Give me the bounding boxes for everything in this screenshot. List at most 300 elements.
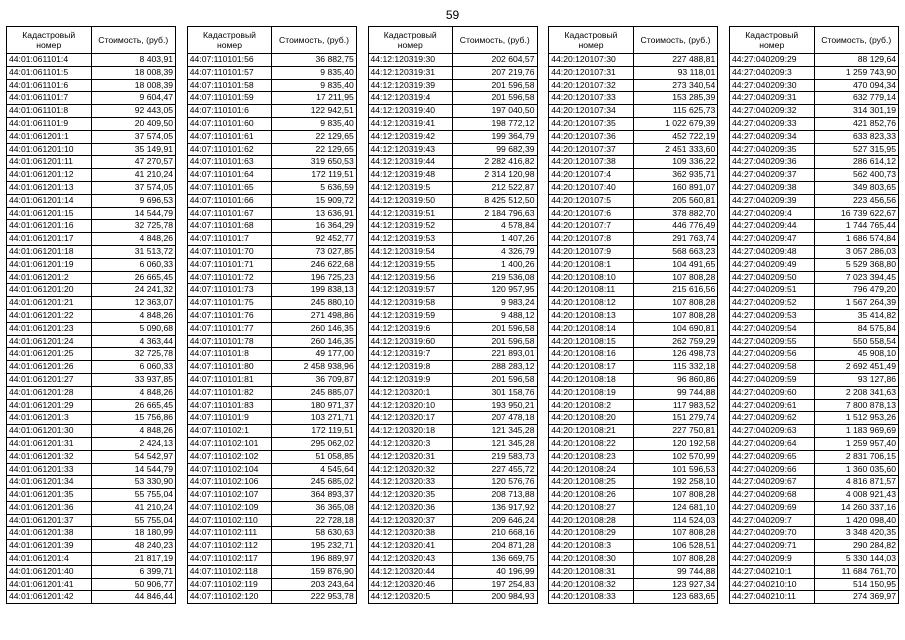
cost-cell: 54 542,97 (91, 450, 176, 463)
cadastral-number-cell: 44:12:120320:33 (368, 476, 453, 489)
cadastral-number-cell: 44:12:120319:8 (368, 361, 453, 374)
cost-cell: 120 576,76 (453, 476, 538, 489)
cost-cell: 93 118,01 (633, 66, 718, 79)
cadastral-number-cell: 44:12:120319:51 (368, 207, 453, 220)
cost-cell: 195 232,71 (272, 540, 357, 553)
table-row (730, 156, 899, 169)
cost-cell: 120 957,95 (453, 284, 538, 297)
cost-cell: 197 254,83 (453, 578, 538, 591)
cadastral-number-cell: 44:27:040209:66 (730, 463, 815, 476)
cost-cell: 421 852,76 (814, 117, 899, 130)
header-cadastral-number: Кадастровый номер (730, 27, 815, 54)
table-row (187, 553, 356, 566)
cadastral-number-cell: 44:27:040209:7 (730, 514, 815, 527)
cost-cell: 104 491,65 (633, 258, 718, 271)
table-row (368, 527, 537, 540)
cadastral-number-cell: 44:20:120108:19 (549, 386, 634, 399)
cadastral-number-cell: 44:01:061201:36 (7, 501, 92, 514)
table-row (549, 117, 718, 130)
cadastral-number-cell: 44:27:040209:32 (730, 105, 815, 118)
cadastral-number-cell: 44:27:040209:71 (730, 540, 815, 553)
table-row (7, 284, 176, 297)
table-row (368, 348, 537, 361)
table-row (7, 578, 176, 591)
cost-cell: 227 488,81 (633, 54, 718, 67)
cost-cell: 36 882,75 (272, 54, 357, 67)
table-row (730, 361, 899, 374)
cadastral-number-cell: 44:27:040209:65 (730, 450, 815, 463)
cadastral-number-cell: 44:07:110101:82 (187, 386, 272, 399)
cost-cell: 1 022 679,39 (633, 117, 718, 130)
cadastral-number-cell: 44:01:061201:13 (7, 181, 92, 194)
cost-cell: 107 808,28 (633, 297, 718, 310)
cadastral-number-cell: 44:27:040209:64 (730, 437, 815, 450)
cost-cell: 3 057 286,03 (814, 245, 899, 258)
cost-cell: 201 596,58 (453, 335, 538, 348)
cost-cell: 5 636,59 (272, 181, 357, 194)
cadastral-number-cell: 44:27:040209:63 (730, 425, 815, 438)
cost-cell: 36 709,87 (272, 373, 357, 386)
table-row (187, 258, 356, 271)
table-row (549, 233, 718, 246)
table-row (549, 412, 718, 425)
cadastral-number-cell: 44:12:120320:3 (368, 437, 453, 450)
cost-cell: 12 363,07 (91, 297, 176, 310)
table-row (368, 220, 537, 233)
cadastral-number-cell: 44:01:061201:26 (7, 361, 92, 374)
cadastral-number-cell: 44:20:120108:30 (549, 553, 634, 566)
cadastral-number-cell: 44:07:110101:70 (187, 245, 272, 258)
cost-cell: 123 683,65 (633, 591, 718, 604)
table-row (368, 271, 537, 284)
table-row (549, 220, 718, 233)
cadastral-number-cell: 44:01:061201:35 (7, 489, 92, 502)
cost-cell: 41 210,24 (91, 501, 176, 514)
cost-cell: 245 885,07 (272, 386, 357, 399)
table-row (187, 309, 356, 322)
table-row (549, 156, 718, 169)
cadastral-number-cell: 44:12:120320:18 (368, 425, 453, 438)
cadastral-number-cell: 44:07:110101:64 (187, 169, 272, 182)
cadastral-number-cell: 44:12:120320:31 (368, 450, 453, 463)
table-row (187, 92, 356, 105)
table-row (7, 117, 176, 130)
cadastral-number-cell: 44:12:120319:52 (368, 220, 453, 233)
table-row (368, 92, 537, 105)
table-row (187, 117, 356, 130)
cadastral-number-cell: 44:12:120320:37 (368, 514, 453, 527)
cost-cell: 262 759,29 (633, 335, 718, 348)
table-row (187, 578, 356, 591)
cost-cell: 4 848,26 (91, 386, 176, 399)
table-row (7, 425, 176, 438)
cost-cell: 632 779,14 (814, 92, 899, 105)
cost-cell: 47 270,57 (91, 156, 176, 169)
cadastral-number-cell: 44:20:120107:35 (549, 117, 634, 130)
table-row (730, 169, 899, 182)
cost-cell: 3 348 420,35 (814, 527, 899, 540)
cost-cell: 16 364,29 (272, 220, 357, 233)
cadastral-table-4 (548, 26, 718, 604)
cost-cell: 48 240,23 (91, 540, 176, 553)
cost-cell: 31 513,72 (91, 245, 176, 258)
table-row (187, 361, 356, 374)
cadastral-number-cell: 44:12:120320:44 (368, 565, 453, 578)
cost-cell: 514 150,95 (814, 578, 899, 591)
cost-cell: 172 119,51 (272, 169, 357, 182)
cost-cell: 273 340,54 (633, 79, 718, 92)
cost-cell: 4 326,79 (453, 245, 538, 258)
table-row (368, 591, 537, 604)
cadastral-number-cell: 44:07:110102:109 (187, 501, 272, 514)
cost-cell: 568 663,23 (633, 245, 718, 258)
cadastral-number-cell: 44:01:061201:33 (7, 463, 92, 476)
cost-cell: 6 060,33 (91, 258, 176, 271)
cadastral-number-cell: 44:27:040209:30 (730, 79, 815, 92)
cost-cell: 22 129,65 (272, 130, 357, 143)
cost-cell: 796 479,20 (814, 284, 899, 297)
cadastral-number-cell: 44:27:040209:53 (730, 309, 815, 322)
cadastral-number-cell: 44:01:061201:38 (7, 527, 92, 540)
cost-cell: 44 846,44 (91, 591, 176, 604)
cost-cell: 1 259 957,40 (814, 437, 899, 450)
cadastral-number-cell: 44:01:061201:3 (7, 412, 92, 425)
cost-cell: 14 544,79 (91, 463, 176, 476)
cost-cell: 5 529 368,80 (814, 258, 899, 271)
table-row (549, 258, 718, 271)
cost-cell: 199 364,79 (453, 130, 538, 143)
cost-cell: 203 243,64 (272, 578, 357, 591)
cadastral-number-cell: 44:12:120320:32 (368, 463, 453, 476)
cadastral-number-cell: 44:20:120107:6 (549, 207, 634, 220)
cost-cell: 32 725,78 (91, 348, 176, 361)
table-row (549, 591, 718, 604)
cost-cell: 172 119,51 (272, 425, 357, 438)
cost-cell: 37 574,05 (91, 130, 176, 143)
cadastral-number-cell: 44:27:040209:3 (730, 66, 815, 79)
cost-cell: 209 646,24 (453, 514, 538, 527)
cadastral-number-cell: 44:27:040209:39 (730, 194, 815, 207)
table-row (187, 489, 356, 502)
cadastral-number-cell: 44:01:061201:18 (7, 245, 92, 258)
cadastral-number-cell: 44:12:120319:41 (368, 117, 453, 130)
cost-cell: 151 279,74 (633, 412, 718, 425)
table-row (368, 233, 537, 246)
cadastral-number-cell: 44:01:061201:19 (7, 258, 92, 271)
header-cost: Стоимость, (руб.) (272, 27, 357, 54)
table-row (187, 194, 356, 207)
cost-cell: 102 570,99 (633, 450, 718, 463)
cadastral-number-cell: 44:27:040209:51 (730, 284, 815, 297)
cadastral-number-cell: 44:27:040209:70 (730, 527, 815, 540)
cadastral-number-cell: 44:27:040209:9 (730, 553, 815, 566)
table-row (730, 181, 899, 194)
cadastral-number-cell: 44:07:110101:76 (187, 309, 272, 322)
table-row (187, 54, 356, 67)
cost-cell: 5 090,68 (91, 322, 176, 335)
table-row (187, 386, 356, 399)
cost-cell: 92 443,05 (91, 105, 176, 118)
table-row (187, 143, 356, 156)
header-cost: Стоимость, (руб.) (814, 27, 899, 54)
cadastral-number-cell: 44:20:120108:20 (549, 412, 634, 425)
cost-cell: 1 420 098,40 (814, 514, 899, 527)
cost-cell: 2 458 938,96 (272, 361, 357, 374)
cadastral-number-cell: 44:12:120319:55 (368, 258, 453, 271)
table-row (549, 463, 718, 476)
cost-cell: 260 146,35 (272, 335, 357, 348)
cadastral-number-cell: 44:01:061201:28 (7, 386, 92, 399)
cost-cell: 4 848,26 (91, 233, 176, 246)
cadastral-number-cell: 44:20:120107:33 (549, 92, 634, 105)
table-header-row (368, 27, 537, 54)
cadastral-number-cell: 44:07:110101:73 (187, 284, 272, 297)
table-row (549, 130, 718, 143)
table-row (187, 476, 356, 489)
table-row (7, 79, 176, 92)
cadastral-number-cell: 44:12:120319:44 (368, 156, 453, 169)
table-row (549, 169, 718, 182)
cadastral-number-cell: 44:07:110101:81 (187, 373, 272, 386)
cost-cell: 159 876,90 (272, 565, 357, 578)
cadastral-number-cell: 44:07:110101:67 (187, 207, 272, 220)
cadastral-number-cell: 44:07:110102:110 (187, 514, 272, 527)
cost-cell: 2 692 451,49 (814, 361, 899, 374)
cadastral-number-cell: 44:01:061201:2 (7, 271, 92, 284)
cadastral-number-cell: 44:07:110101:61 (187, 130, 272, 143)
cost-cell: 120 192,58 (633, 437, 718, 450)
cost-cell: 208 713,88 (453, 489, 538, 502)
cadastral-number-cell: 44:20:120108:13 (549, 309, 634, 322)
cost-cell: 121 345,28 (453, 437, 538, 450)
cadastral-number-cell: 44:12:120319:43 (368, 143, 453, 156)
table-row (187, 156, 356, 169)
cost-cell: 5 330 144,03 (814, 553, 899, 566)
cadastral-number-cell: 44:27:040210:10 (730, 578, 815, 591)
cadastral-number-cell: 44:20:120107:9 (549, 245, 634, 258)
cadastral-number-cell: 44:20:120108:25 (549, 476, 634, 489)
cadastral-number-cell: 44:12:120320:10 (368, 399, 453, 412)
cadastral-number-cell: 44:12:120319:58 (368, 297, 453, 310)
table-row (730, 245, 899, 258)
table-row (549, 386, 718, 399)
cost-cell: 51 058,85 (272, 450, 357, 463)
cost-cell: 227 750,81 (633, 425, 718, 438)
cost-cell: 286 614,12 (814, 156, 899, 169)
cadastral-table-5 (729, 26, 899, 604)
cadastral-number-cell: 44:07:110101:80 (187, 361, 272, 374)
cost-cell: 92 452,77 (272, 233, 357, 246)
cost-cell: 21 817,19 (91, 553, 176, 566)
cost-cell: 2 314 120,98 (453, 169, 538, 182)
table-row (730, 54, 899, 67)
cadastral-number-cell: 44:07:110101:72 (187, 271, 272, 284)
cost-cell: 107 808,28 (633, 527, 718, 540)
cost-cell: 109 336,22 (633, 156, 718, 169)
cadastral-number-cell: 44:27:040209:48 (730, 245, 815, 258)
table-row (549, 79, 718, 92)
table-row (368, 79, 537, 92)
table-row (730, 322, 899, 335)
cost-cell: 1 512 953,26 (814, 412, 899, 425)
table-row (368, 463, 537, 476)
table-row (187, 412, 356, 425)
table-row (7, 591, 176, 604)
table-row (549, 348, 718, 361)
cadastral-number-cell: 44:01:061101:5 (7, 66, 92, 79)
cost-cell: 49 177,00 (272, 348, 357, 361)
table-row (549, 309, 718, 322)
cadastral-number-cell: 44:12:120320:1 (368, 386, 453, 399)
table-row (730, 258, 899, 271)
table-row (549, 245, 718, 258)
cadastral-number-cell: 44:07:110101:60 (187, 117, 272, 130)
cost-cell: 9 488,12 (453, 309, 538, 322)
table-row (187, 463, 356, 476)
cost-cell: 8 425 512,50 (453, 194, 538, 207)
cost-cell: 115 332,18 (633, 361, 718, 374)
table-row (187, 425, 356, 438)
table-row (7, 450, 176, 463)
cost-cell: 18 008,39 (91, 79, 176, 92)
cadastral-number-cell: 44:20:120107:32 (549, 79, 634, 92)
cadastral-number-cell: 44:20:120108:24 (549, 463, 634, 476)
table-row (730, 220, 899, 233)
table-row (368, 117, 537, 130)
table-row (7, 207, 176, 220)
header-cadastral-number: Кадастровый номер (549, 27, 634, 54)
table-row (187, 169, 356, 182)
cost-cell: 470 094,34 (814, 79, 899, 92)
cadastral-number-cell: 44:01:061101:9 (7, 117, 92, 130)
cost-cell: 93 127,86 (814, 373, 899, 386)
table-row (368, 245, 537, 258)
cost-cell: 215 616,56 (633, 284, 718, 297)
cost-cell: 245 880,10 (272, 297, 357, 310)
table-row (730, 489, 899, 502)
table-row (368, 540, 537, 553)
header-cadastral-number: Кадастровый номер (187, 27, 272, 54)
cost-cell: 15 909,72 (272, 194, 357, 207)
cadastral-number-cell: 44:20:120108:15 (549, 335, 634, 348)
table-row (368, 553, 537, 566)
table-row (730, 348, 899, 361)
cadastral-number-cell: 44:01:061201:34 (7, 476, 92, 489)
cadastral-number-cell: 44:12:120320:46 (368, 578, 453, 591)
cadastral-number-cell: 44:12:120319:59 (368, 309, 453, 322)
cadastral-number-cell: 44:07:110102:111 (187, 527, 272, 540)
cadastral-number-cell: 44:01:061201:12 (7, 169, 92, 182)
cadastral-number-cell: 44:07:110102:101 (187, 437, 272, 450)
cost-cell: 103 271,71 (272, 412, 357, 425)
cost-cell: 201 596,58 (453, 373, 538, 386)
cadastral-number-cell: 44:12:120319:30 (368, 54, 453, 67)
cost-cell: 301 158,76 (453, 386, 538, 399)
cadastral-number-cell: 44:20:120108:10 (549, 271, 634, 284)
cadastral-number-cell: 44:20:120107:8 (549, 233, 634, 246)
cadastral-number-cell: 44:27:040209:69 (730, 501, 815, 514)
cost-cell: 290 284,82 (814, 540, 899, 553)
cadastral-number-cell: 44:20:120108:32 (549, 578, 634, 591)
cadastral-number-cell: 44:12:120319:57 (368, 284, 453, 297)
cost-cell: 24 241,32 (91, 284, 176, 297)
cadastral-number-cell: 44:27:040209:47 (730, 233, 815, 246)
table-header-row (7, 27, 176, 54)
table-row (187, 540, 356, 553)
cost-cell: 11 684 761,70 (814, 565, 899, 578)
table-row (7, 348, 176, 361)
table-row (368, 565, 537, 578)
table-row (368, 476, 537, 489)
cost-cell: 121 345,28 (453, 425, 538, 438)
cost-cell: 446 776,49 (633, 220, 718, 233)
cost-cell: 527 315,95 (814, 143, 899, 156)
cadastral-number-cell: 44:27:040209:49 (730, 258, 815, 271)
cadastral-number-cell: 44:27:040209:67 (730, 476, 815, 489)
cost-cell: 9 835,40 (272, 66, 357, 79)
cadastral-table-3 (368, 26, 538, 604)
table-row (730, 527, 899, 540)
cadastral-number-cell: 44:27:040209:50 (730, 271, 815, 284)
table-row (187, 373, 356, 386)
cadastral-number-cell: 44:27:040209:62 (730, 412, 815, 425)
cadastral-number-cell: 44:27:040210:11 (730, 591, 815, 604)
table-row (187, 437, 356, 450)
cadastral-number-cell: 44:20:120107:40 (549, 181, 634, 194)
cadastral-number-cell: 44:01:061201:16 (7, 220, 92, 233)
table-row (730, 565, 899, 578)
tables-container (6, 26, 899, 604)
table-row (549, 54, 718, 67)
cost-cell: 7 023 394,45 (814, 271, 899, 284)
cadastral-table-2 (187, 26, 357, 604)
table-row (730, 143, 899, 156)
cadastral-number-cell: 44:07:110101:78 (187, 335, 272, 348)
cadastral-number-cell: 44:12:120320:5 (368, 591, 453, 604)
cadastral-number-cell: 44:27:040209:44 (730, 220, 815, 233)
cost-cell: 126 498,73 (633, 348, 718, 361)
cadastral-number-cell: 44:27:040209:33 (730, 117, 815, 130)
cadastral-number-cell: 44:07:110102:112 (187, 540, 272, 553)
cadastral-number-cell: 44:27:040209:36 (730, 156, 815, 169)
table-row (549, 207, 718, 220)
cadastral-number-cell: 44:12:120320:35 (368, 489, 453, 502)
cadastral-number-cell: 44:12:120319:6 (368, 322, 453, 335)
cost-cell: 319 650,53 (272, 156, 357, 169)
cadastral-number-cell: 44:07:110101:65 (187, 181, 272, 194)
table-row (549, 553, 718, 566)
table-row (187, 233, 356, 246)
cost-cell: 124 681,10 (633, 501, 718, 514)
cost-cell: 50 906,77 (91, 578, 176, 591)
cost-cell: 58 630,63 (272, 527, 357, 540)
cost-cell: 20 409,50 (91, 117, 176, 130)
cadastral-number-cell: 44:12:120320:43 (368, 553, 453, 566)
cadastral-number-cell: 44:01:061201:42 (7, 591, 92, 604)
cost-cell: 201 596,58 (453, 92, 538, 105)
table-row (549, 578, 718, 591)
table-row (7, 92, 176, 105)
cost-cell: 197 040,50 (453, 105, 538, 118)
table-row (187, 181, 356, 194)
table-row (730, 373, 899, 386)
cost-cell: 207 219,76 (453, 66, 538, 79)
table-row (187, 271, 356, 284)
cost-cell: 106 528,51 (633, 540, 718, 553)
table-row (7, 476, 176, 489)
cost-cell: 362 935,71 (633, 169, 718, 182)
table-row (549, 105, 718, 118)
